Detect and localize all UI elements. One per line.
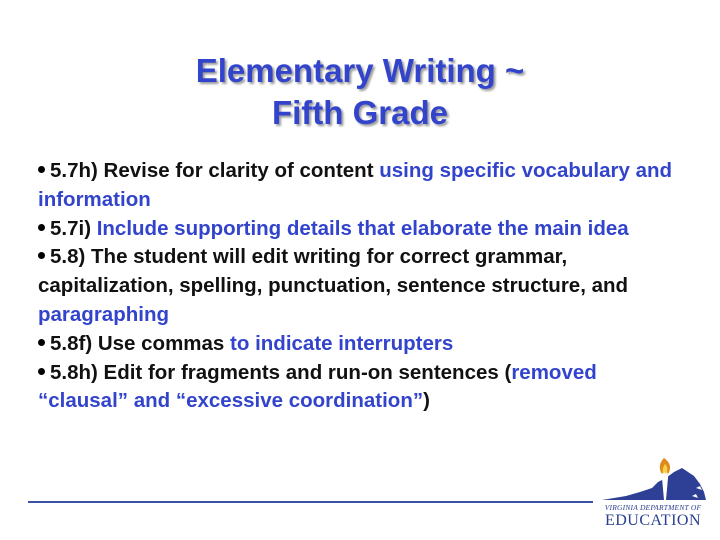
title-line-1: Elementary Writing ~ (195, 52, 525, 89)
logo-top-text: VIRGINIA DEPARTMENT OF (604, 503, 702, 512)
bullet-dot-icon (38, 339, 45, 346)
bullet-dot-icon (38, 252, 45, 259)
bullet-text: ) (423, 389, 430, 413)
bullet-highlight-text: removed “clausal” and “excessive coordination” (38, 360, 597, 413)
title-line-2: Fifth Grade (271, 94, 448, 131)
bullet-item (38, 330, 678, 359)
bullet-item (38, 243, 678, 329)
bullet-text: 5.7i) (50, 216, 97, 240)
bullet-dot-icon (38, 166, 45, 173)
bullet-highlight-text: using specific vocabulary and information (38, 159, 673, 211)
bullet-highlight-text: paragraphing (38, 302, 169, 326)
bullet-dot-icon (38, 368, 45, 375)
bullet-text: 5.8f) Use commas (50, 331, 231, 355)
bullet-item (38, 359, 678, 417)
bullet-text: 5.8h) Edit for fragments and run-on sentences ( (50, 360, 512, 384)
virginia-torch-icon (596, 454, 710, 506)
bullet-item (38, 157, 678, 215)
bullet-highlight-text: to indicate interrupters (230, 331, 454, 355)
bullet-highlight-text: Include supporting details that elaborate the main idea (96, 216, 629, 240)
bullet-text: 5.8) The student will edit writing for correct grammar, capitalization, spelling, punctuation, sentence structure, and (38, 245, 629, 298)
footer-rule (28, 501, 593, 503)
bullet-item (38, 215, 678, 244)
vdoe-logo (596, 454, 710, 534)
bullet-dot-icon (38, 224, 45, 231)
bullet-text: 5.7h) Revise for clarity of content (50, 159, 380, 182)
slide-title (0, 50, 720, 134)
logo-bottom-text: EDUCATION (604, 512, 702, 529)
bullet-list (38, 157, 678, 416)
